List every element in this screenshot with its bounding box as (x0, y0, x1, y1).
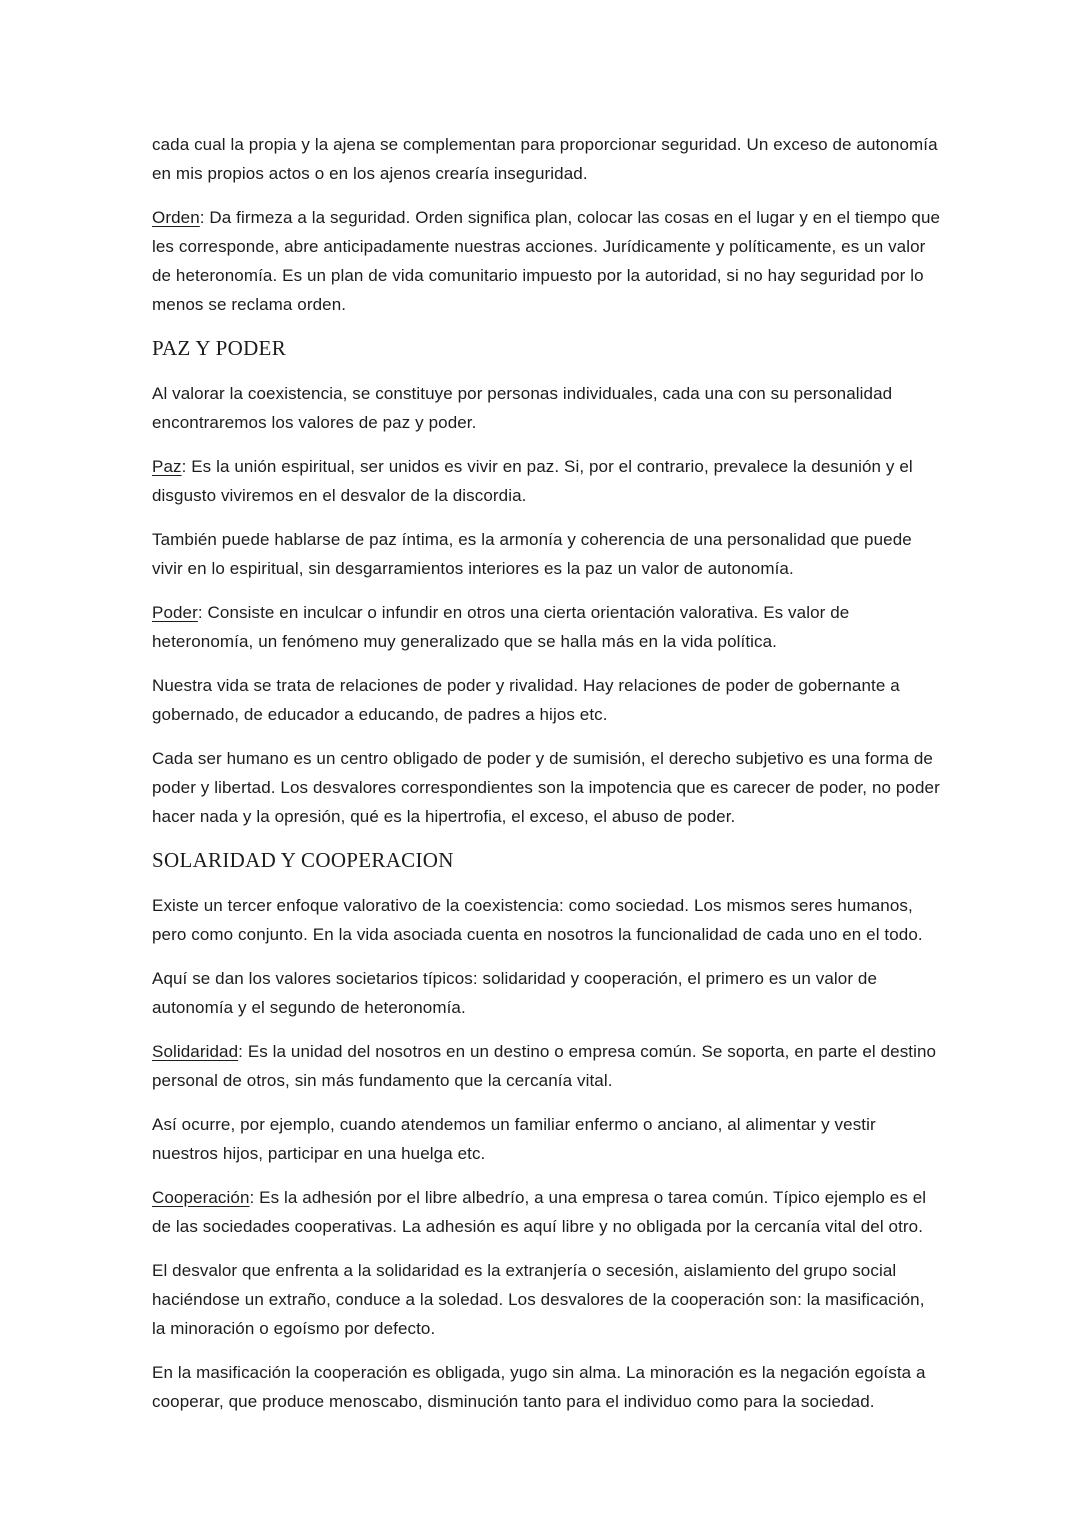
paragraph: Paz: Es la unión espiritual, ser unidos es vivir en paz. Si, por el contrario, prevalece la desunión y el disgusto viviremos en el desvalor de la discordia. (152, 457, 913, 505)
section-heading: SOLARIDAD Y COOPERACION (152, 848, 454, 872)
paragraph: cada cual la propia y la ajena se complementan para proporcionar seguridad. Un exceso de autonomía en mis propios actos o en los ajenos crearía inseguridad. (152, 135, 938, 183)
underlined-term: Poder (152, 603, 198, 622)
paragraph: Cada ser humano es un centro obligado de poder y de sumisión, el derecho subjetivo es una forma de poder y libertad. Los desvalores correspondientes son la impotencia que es carecer de poder, no poder hacer nada y la opresión, qué es la hipertrofia, el exceso, el abuso de poder. (152, 749, 940, 826)
paragraph: Nuestra vida se trata de relaciones de poder y rivalidad. Hay relaciones de poder de gobernante a gobernado, de educador a educando, de padres a hijos etc. (152, 676, 900, 724)
underlined-term: Solidaridad (152, 1042, 239, 1061)
paragraph: El desvalor que enfrenta a la solidaridad es la extranjería o secesión, aislamiento del grupo social haciéndose un extraño, conduce a la soledad. Los desvalores de la cooperación son: la masificación, la minoración o egoísmo por defecto. (152, 1261, 925, 1338)
paragraph: Orden: Da firmeza a la seguridad. Orden significa plan, colocar las cosas en el lugar y en el tiempo que les corresponde, abre anticipadamente nuestras acciones. Jurídicamente y políticamente, es un valor de heteronomía. Es un plan de vida comunitario impuesto por la autoridad, si no hay seguridad por lo menos se reclama orden. (152, 208, 941, 314)
underlined-term: Orden (152, 208, 200, 227)
paragraph: Así ocurre, por ejemplo, cuando atendemos un familiar enfermo o anciano, al alimentar y vestir nuestros hijos, participar en una huelga etc. (152, 1115, 876, 1163)
section-heading: PAZ Y PODER (152, 336, 286, 360)
underlined-term: Paz (152, 457, 182, 476)
paragraph: En la masificación la cooperación es obligada, yugo sin alma. La minoración es la negación egoísta a cooperar, que produce menoscabo, disminución tanto para el individuo como para la sociedad. (152, 1363, 926, 1411)
paragraph: Solidaridad: Es la unidad del nosotros en un destino o empresa común. Se soporta, en parte el destino personal de otros, sin más fundamento que la cercanía vital. (152, 1042, 937, 1090)
paragraph: También puede hablarse de paz íntima, es la armonía y coherencia de una personalidad que puede vivir en lo espiritual, sin desgarramientos interiores es la paz un valor de autonomía. (152, 530, 912, 578)
underlined-term: Cooperación (152, 1188, 250, 1207)
paragraph: Al valorar la coexistencia, se constituye por personas individuales, cada una con su personalidad encontraremos los valores de paz y poder. (152, 384, 893, 432)
paragraph: Cooperación: Es la adhesión por el libre albedrío, a una empresa o tarea común. Típico ejemplo es el de las sociedades cooperativas. La adhesión es aquí libre y no obligada por la cercanía vital del otro. (152, 1188, 927, 1236)
paragraph: Poder: Consiste en inculcar o infundir en otros una cierta orientación valorativa. Es valor de heteronomía, un fenómeno muy generalizado que se halla más en la vida política. (152, 603, 850, 651)
document-page (152, 130, 942, 1431)
paragraph: Aquí se dan los valores societarios típicos: solidaridad y cooperación, el primero es un valor de autonomía y el segundo de heteronomía. (152, 969, 878, 1017)
paragraph: Existe un tercer enfoque valorativo de la coexistencia: como sociedad. Los mismos seres humanos, pero como conjunto. En la vida asociada cuenta en nosotros la funcionalidad de cada uno en el todo. (152, 896, 923, 944)
